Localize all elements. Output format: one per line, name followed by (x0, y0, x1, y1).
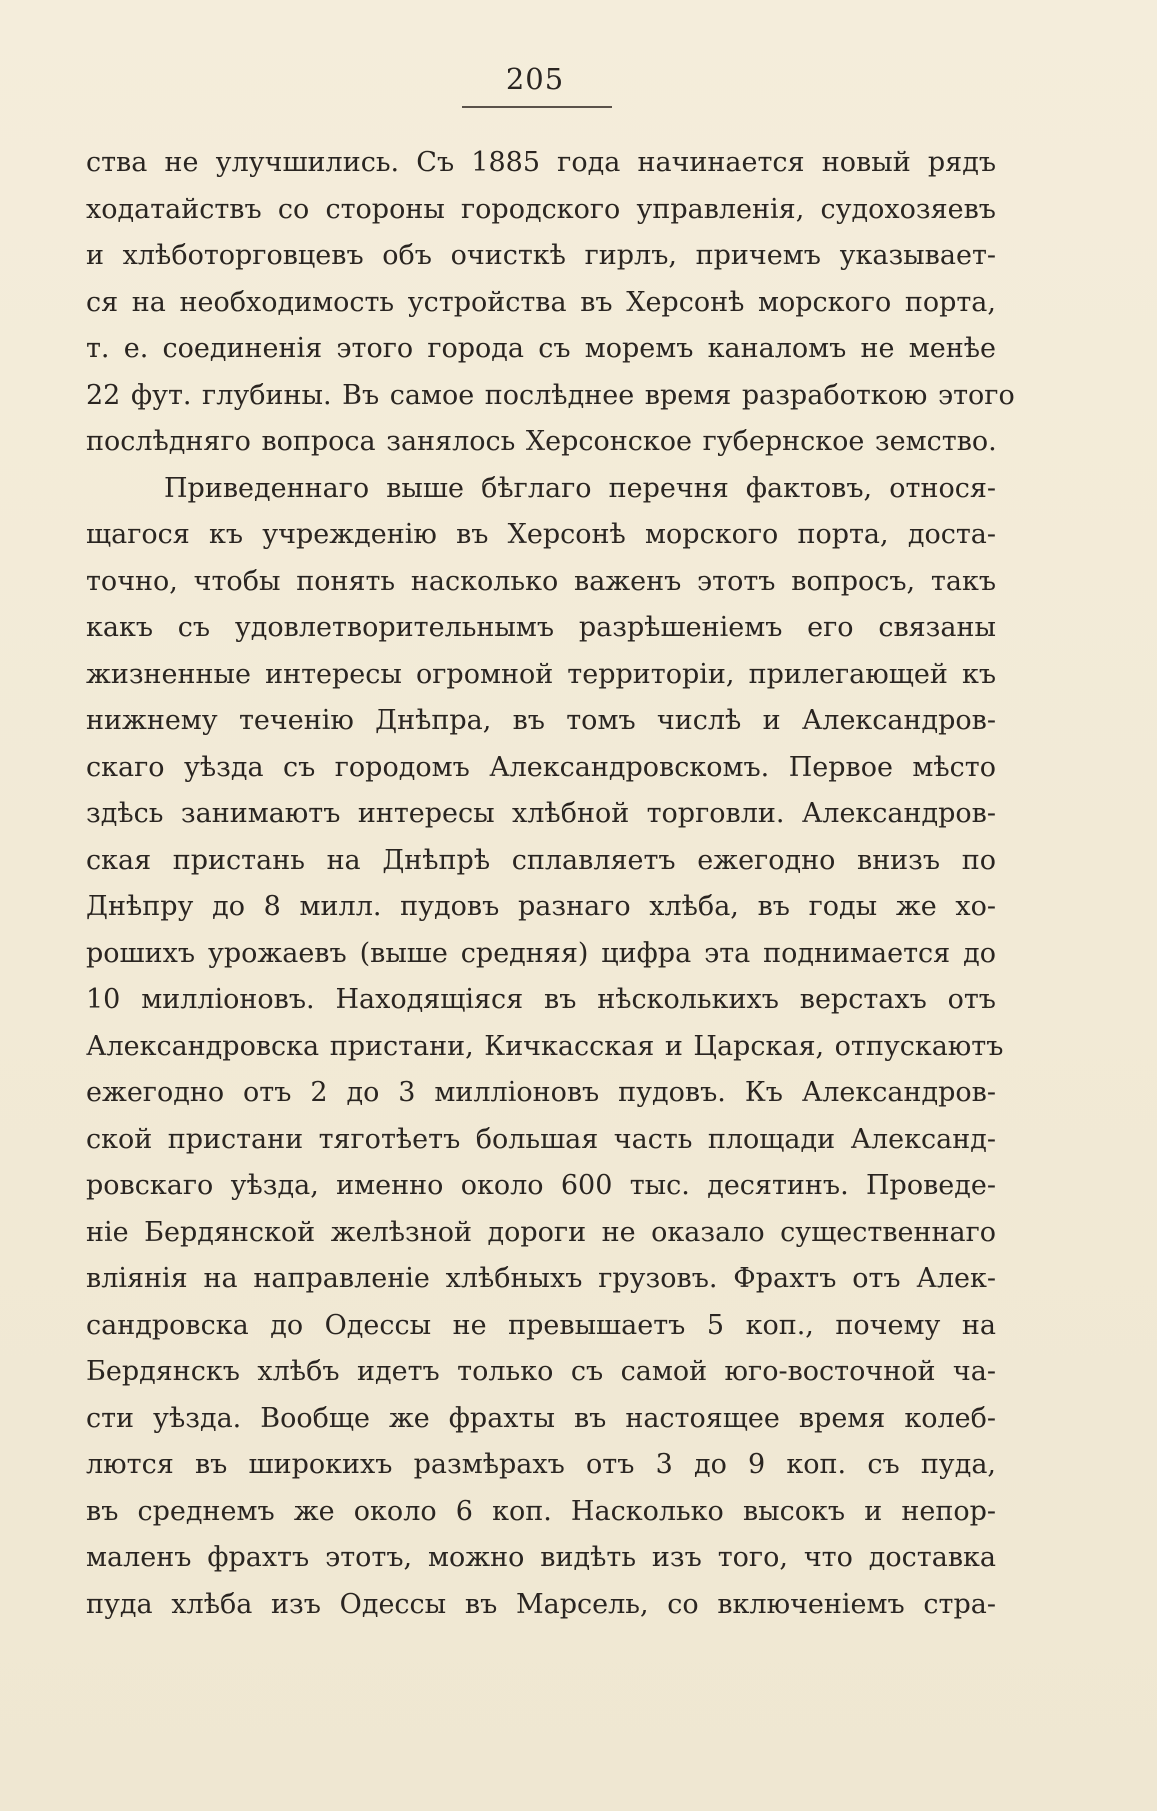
text-line: Бердянскъ хлѣбъ идетъ только съ самой юго-восточной ча- (86, 1356, 996, 1387)
text-line: жизненные интересы огромной территоріи, прилегающей къ (86, 658, 996, 690)
text-line: сандровска до Одессы не превышаетъ 5 коп., почему на (86, 1309, 996, 1341)
text-line: вліянія на направленіе хлѣбныхъ грузовъ. Фрахтъ отъ Алек- (86, 1263, 996, 1294)
text-line: Днѣпру до 8 милл. пудовъ разнаго хлѣба, въ годы же хо- (86, 891, 996, 922)
text-line: лются въ широкихъ размѣрахъ отъ 3 до 9 коп. съ пуда, (86, 1449, 996, 1480)
text-line: ровскаго уѣзда, именно около 600 тыс. десятинъ. Проведе- (86, 1170, 996, 1201)
text-line: ская пристань на Днѣпрѣ сплавляетъ ежегодно внизъ по (86, 844, 996, 876)
text-line: скаго уѣзда съ городомъ Александровскомъ. Первое мѣсто (86, 751, 996, 783)
text-line: ся на необходимость устройства въ Херсонѣ морского порта, (86, 286, 996, 318)
text-line: ской пристани тяготѣетъ большая часть площади Александ- (86, 1123, 996, 1155)
header-rule (462, 106, 612, 108)
text-line: пуда хлѣба изъ Одессы въ Марсель, со включеніемъ стра- (86, 1588, 996, 1620)
text-line: т. е. соединенія этого города съ моремъ каналомъ не менѣе (86, 333, 996, 364)
text-line: 22 фут. глубины. Въ самое послѣднее время разработкою этого (86, 379, 1015, 411)
text-line: ніе Бердянской желѣзной дороги не оказало существеннаго (86, 1216, 996, 1248)
text-line: и хлѣботорговцевъ объ очисткѣ гирлъ, причемъ указывает- (86, 240, 996, 271)
text-line: въ среднемъ же около 6 коп. Насколько высокъ и непор- (86, 1495, 996, 1527)
text-line: сти уѣзда. Вообще же фрахты въ настоящее время колеб- (86, 1402, 996, 1434)
text-line: послѣдняго вопроса занялось Херсонское губернское земство. (86, 426, 997, 457)
text-line: здѣсь занимаютъ интересы хлѣбной торговли. Александров- (86, 798, 996, 829)
text-line: Александровска пристани, Кичкасская и Царская, отпускаютъ (86, 1030, 1004, 1062)
text-line: какъ съ удовлетворительнымъ разрѣшеніемъ его связаны (86, 612, 996, 643)
text-line: ежегодно отъ 2 до 3 милліоновъ пудовъ. Къ Александров- (86, 1077, 996, 1108)
paragraph-start-line: Приведеннаго выше бѣглаго перечня фактовъ, относя- (164, 472, 996, 504)
text-line: ходатайствъ со стороны городского управленія, судохозяевъ (86, 193, 996, 225)
text-line: щагося къ учрежденію въ Херсонѣ морского порта, доста- (86, 519, 996, 550)
text-line: ства не улучшились. Съ 1885 года начинается новый рядъ (86, 147, 996, 178)
text-line: точно, чтобы понять насколько важенъ этотъ вопросъ, такъ (86, 565, 996, 597)
page-number: 205 (505, 62, 565, 96)
text-line: маленъ фрахтъ этотъ, можно видѣть изъ того, что доставка (86, 1542, 996, 1573)
body-text (86, 140, 1015, 1628)
text-line: нижнему теченію Днѣпра, въ томъ числѣ и Александров- (86, 705, 996, 736)
text-line: 10 милліоновъ. Находящіяся въ нѣсколькихъ верстахъ отъ (86, 984, 996, 1015)
text-line: рошихъ урожаевъ (выше средняя) цифра эта поднимается до (86, 937, 996, 969)
